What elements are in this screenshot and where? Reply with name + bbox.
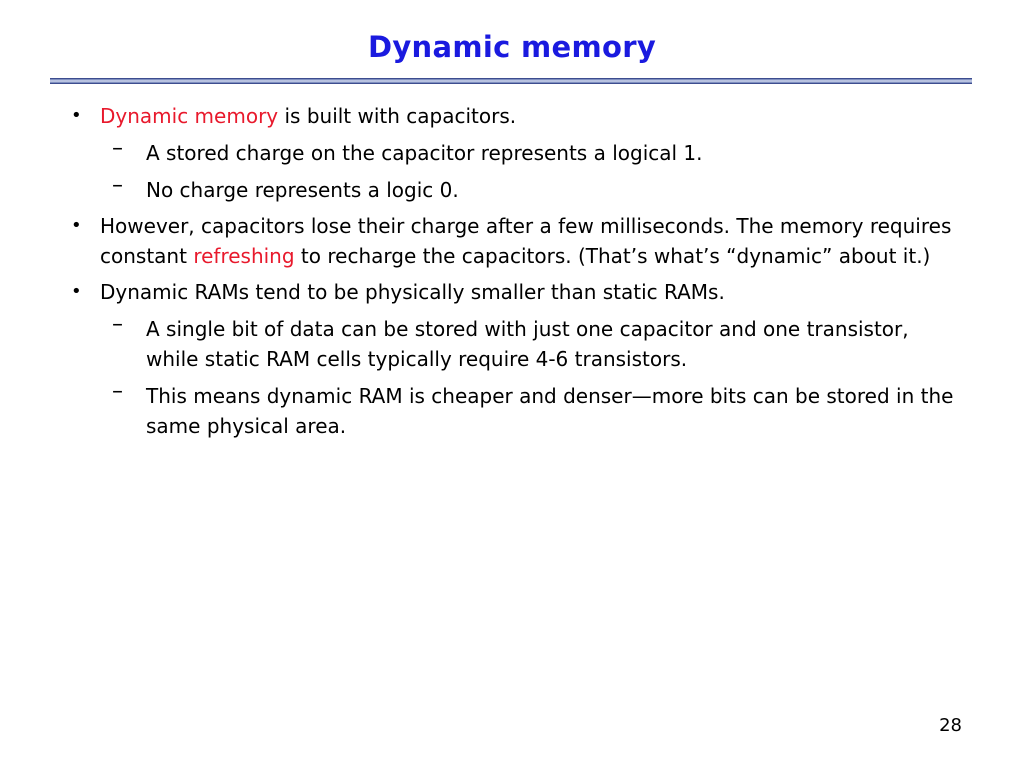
- title-rule: [50, 78, 972, 84]
- bullet-3-sub-2-text: This means dynamic RAM is cheaper and denser—more bits can be stored in the same physical area.: [146, 384, 954, 438]
- slide-content: [0, 101, 1024, 441]
- bullet-1-sub-1: [0, 138, 1024, 168]
- bullet-1-text: is built with capacitors.: [278, 104, 517, 128]
- bullet-1-highlight: Dynamic memory: [100, 104, 279, 128]
- bullet-3-sub-1-text: A single bit of data can be stored with just one capacitor and one transistor, while static RAM cells typically require 4-6 transistors.: [146, 317, 909, 371]
- bullet-marker: •: [71, 105, 82, 126]
- sub-marker: –: [112, 173, 123, 198]
- sub-marker: –: [112, 312, 123, 337]
- bullet-marker: •: [71, 281, 82, 302]
- bullet-1-sub-2-text: No charge represents a logic 0.: [146, 178, 459, 202]
- bullet-3-sub-2: [0, 381, 1024, 441]
- sub-marker: –: [112, 379, 123, 404]
- bullet-2: [0, 211, 1024, 271]
- bullet-2-highlight: refreshing: [193, 244, 295, 268]
- bullet-marker: •: [71, 215, 82, 236]
- slide-title: Dynamic memory: [367, 30, 657, 64]
- bullet-3-sub-1: [0, 314, 1024, 374]
- bullet-2-text-before: However, capacitors lose their charge after a few milliseconds. The memory requires constant: [100, 214, 952, 268]
- bullet-2-text-after: to recharge the capacitors. (That’s what’s “dynamic” about it.): [294, 244, 931, 268]
- bullet-3: [0, 277, 1024, 307]
- bullet-1-sub-2: [0, 175, 1024, 205]
- bullet-3-text: Dynamic RAMs tend to be physically smaller than static RAMs.: [100, 280, 725, 304]
- bullet-1: [0, 101, 1024, 131]
- page-number: 28: [939, 715, 962, 736]
- bullet-1-sub-1-text: A stored charge on the capacitor represents a logical 1.: [146, 141, 703, 165]
- sub-marker: –: [112, 136, 123, 161]
